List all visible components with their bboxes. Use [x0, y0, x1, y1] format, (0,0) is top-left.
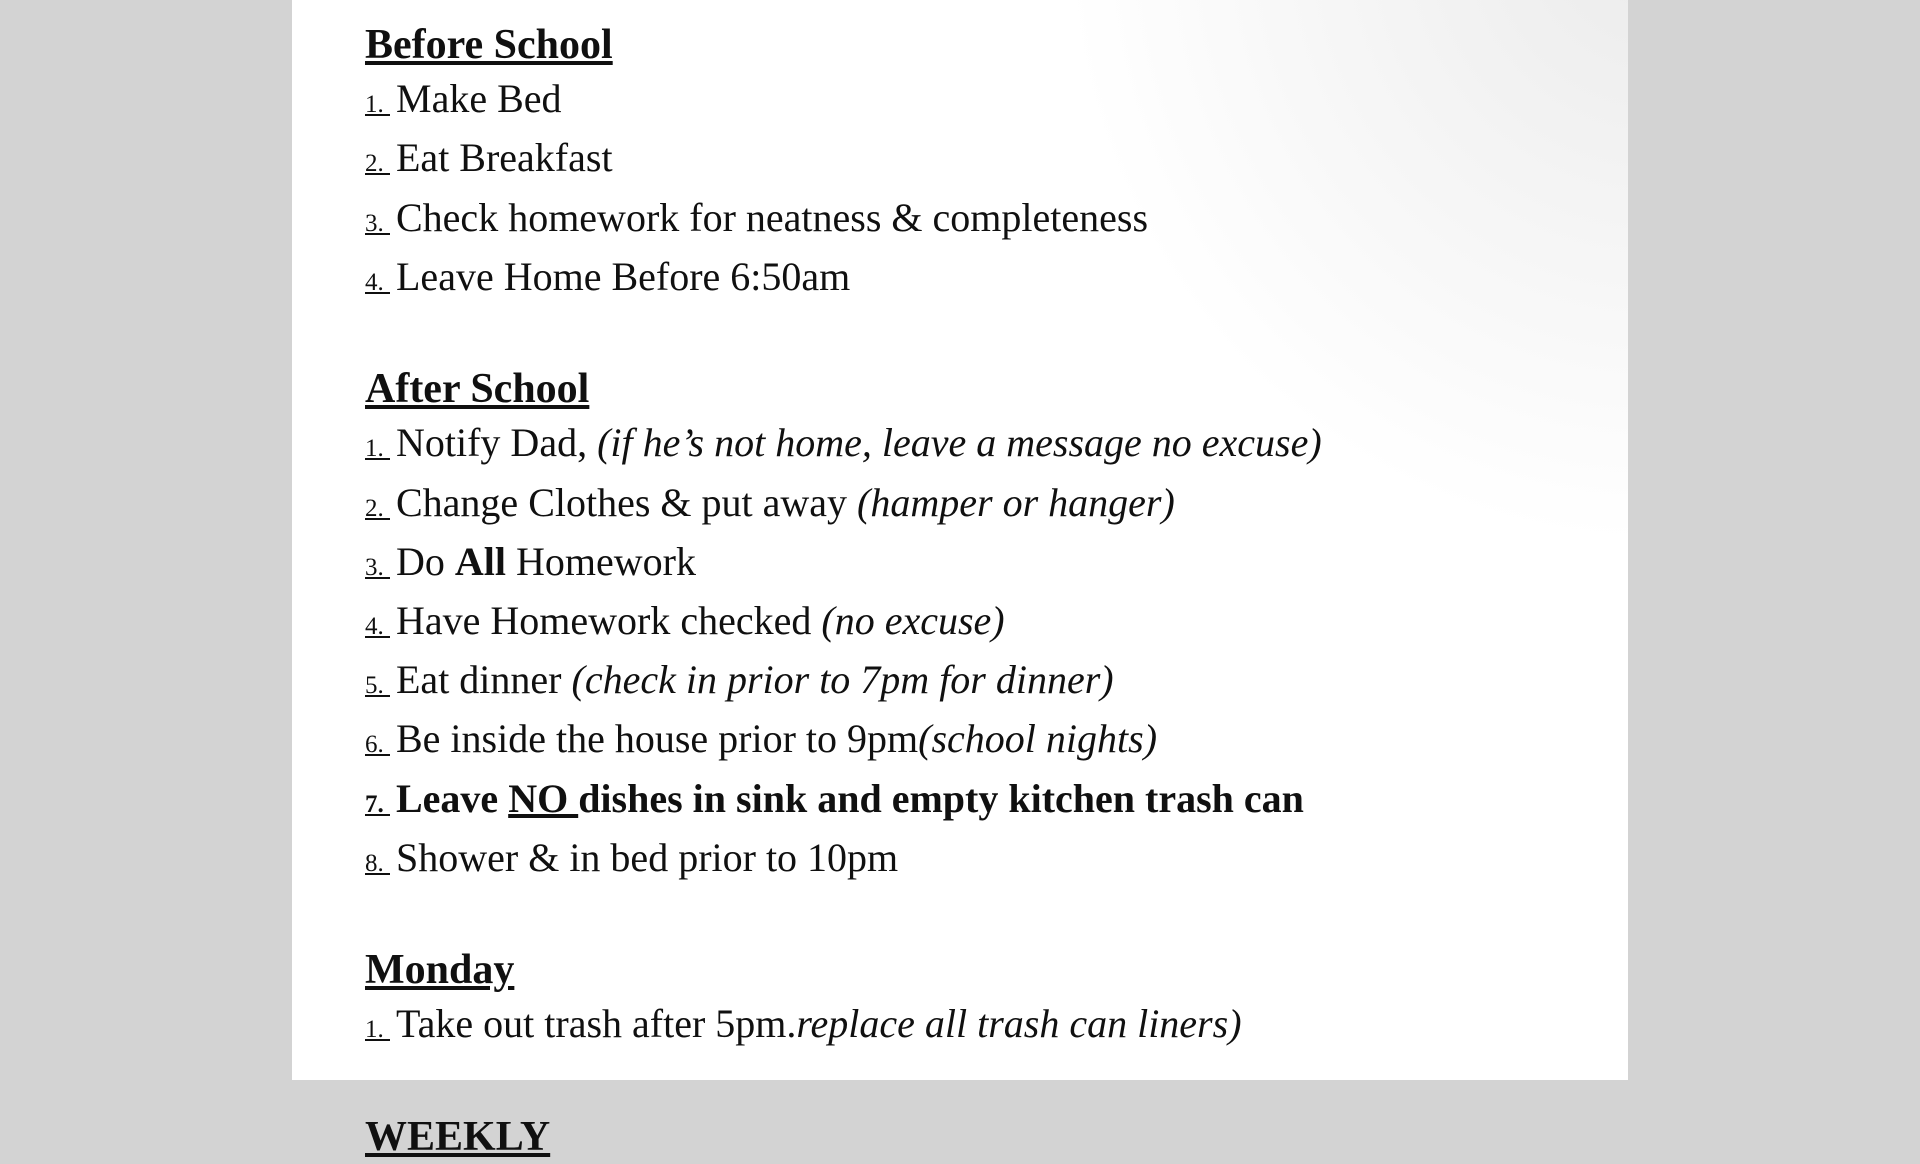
list-item — [365, 476, 1608, 535]
item-number: 6. — [365, 731, 390, 759]
item-text-run: Notify Dad, — [396, 420, 598, 466]
list-item — [365, 250, 1608, 309]
item-text-run: Shower & in bed prior to 10pm — [396, 834, 899, 880]
section-heading-text: Monday — [365, 947, 515, 994]
list-item — [365, 416, 1608, 475]
list-item — [365, 191, 1608, 250]
section-heading — [365, 943, 1608, 997]
section-heading — [365, 18, 1608, 72]
item-number: 1. — [365, 435, 390, 463]
item-number: 3. — [365, 553, 390, 581]
item-text-run: Leave Home Before 6:50am — [396, 253, 851, 299]
item-text-run: Have Homework checked — [396, 598, 822, 644]
list-item — [365, 653, 1608, 712]
list-item — [365, 594, 1608, 653]
item-text-run: (if he’s not home, leave a message no excuse) — [597, 420, 1322, 466]
item-text-run: (hamper or hanger) — [857, 479, 1175, 525]
document-page — [292, 0, 1628, 1160]
item-text-run: Check homework for neatness & completeness — [396, 194, 1149, 240]
section-heading — [365, 1110, 1608, 1164]
list-item — [365, 772, 1608, 831]
item-text-run: dishes in sink and empty kitchen trash can — [578, 775, 1304, 821]
list-item — [365, 72, 1608, 131]
item-text-run: Eat dinner — [396, 657, 572, 703]
list-item — [365, 131, 1608, 190]
item-number: 1. — [365, 91, 390, 119]
section-gap — [365, 309, 1608, 362]
item-number: 7. — [365, 790, 390, 818]
item-text-run: All — [454, 538, 507, 584]
list-item — [365, 997, 1608, 1056]
item-text-run: Take out trash after 5pm. — [396, 1001, 797, 1047]
item-text-run: Be inside the house prior to 9pm — [396, 716, 919, 762]
item-number: 5. — [365, 672, 390, 700]
section-gap — [365, 1057, 1608, 1110]
list-item — [365, 712, 1608, 771]
item-number: 8. — [365, 849, 390, 877]
list-item — [365, 831, 1608, 890]
section-gap — [365, 890, 1608, 943]
item-text-run: (no excuse) — [821, 598, 1005, 644]
item-number: 2. — [365, 494, 390, 522]
section-heading-text: Before School — [365, 22, 613, 68]
item-number: 4. — [365, 268, 390, 296]
item-text-run: Do — [396, 538, 455, 584]
item-number: 4. — [365, 613, 390, 641]
item-text-run: Change Clothes & put away — [396, 479, 858, 525]
section-heading-text: WEEKLY — [365, 1113, 551, 1160]
item-number: 3. — [365, 209, 390, 237]
section-heading — [365, 362, 1608, 416]
item-number: 1. — [365, 1016, 390, 1044]
item-text-run: NO — [508, 775, 579, 821]
item-text-run: Eat Breakfast — [396, 135, 613, 181]
item-number: 2. — [365, 150, 390, 178]
item-text-run: replace all trash can liners) — [796, 1001, 1242, 1047]
right-margin-band — [1628, 0, 1920, 1080]
item-text-run: Make Bed — [396, 76, 562, 122]
list-item — [365, 535, 1608, 594]
chore-list-document — [292, 0, 1628, 1164]
item-text-run: Homework — [506, 538, 696, 584]
item-text-run: (check in prior to 7pm for dinner) — [571, 657, 1114, 703]
item-text-run: Leave — [396, 775, 509, 821]
item-text-run: (school nights) — [918, 716, 1158, 762]
left-margin-band — [0, 0, 292, 1080]
section-heading-text: After School — [365, 366, 590, 413]
